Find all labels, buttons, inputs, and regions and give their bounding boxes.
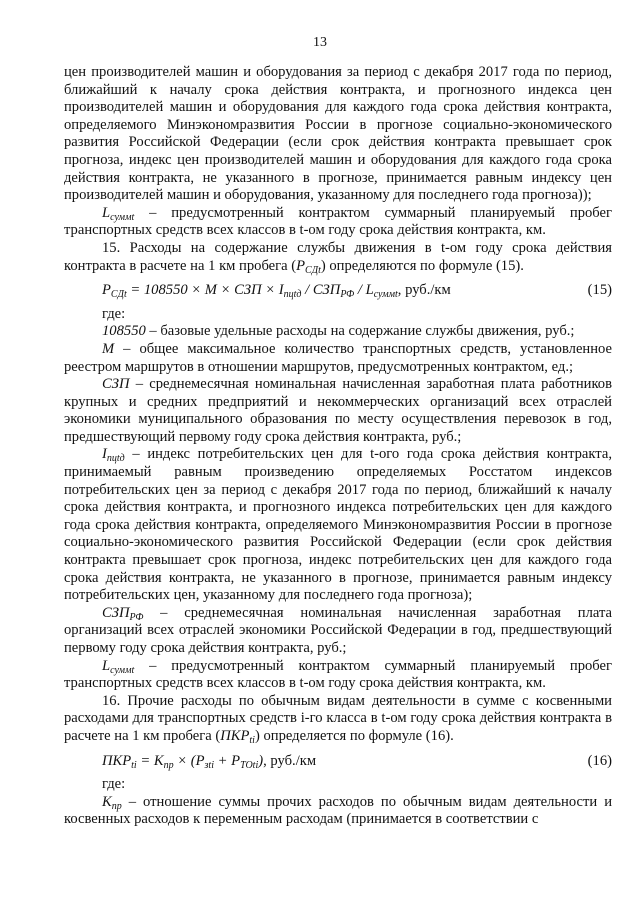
formula-16-lhs-sub: ti bbox=[131, 759, 137, 771]
symbol-108550: 108550 bbox=[102, 323, 146, 340]
symbol-l: L bbox=[102, 204, 111, 221]
definition-m bbox=[64, 341, 612, 376]
symbol-pkr: ПКР bbox=[220, 727, 250, 744]
definition-text: – индекс потребительских цен для t-ого года срока действия контракта, принимаемый равным произведению определяемых Росстатом индексов потребительских цен за период с декабря 2017 года по период, ближайший к началу срока действия контракта, и прогнозного индекса потребительских цен для каждого года срока действия контракта, определяемого Минэкономразвития России в прогнозе социально-экономического развития Российской Федерации (если срок действия контракта превышает срок прогноза, индекс потребительских цен для каждого года срока действия контракта, не указанного в прогнозе, принимается равным индексу потребительских цен, указанному для последнего года прогноза); bbox=[64, 446, 612, 604]
symbol-k: K bbox=[102, 793, 112, 810]
symbol-i-subscript: пцtд bbox=[106, 453, 125, 465]
formula-15-number: (15) bbox=[587, 282, 612, 299]
document-body bbox=[64, 64, 612, 829]
definition-text: – отношение суммы прочих расходов по обычным видам деятельности и косвенных расходов к переменным расходам (принимается в соответствии с bbox=[64, 793, 612, 828]
formula-16-sub: пр bbox=[163, 759, 174, 771]
where-label-16: где: bbox=[102, 776, 126, 793]
formula-15-unit: , руб./км bbox=[397, 282, 451, 299]
formula-15-part: / L bbox=[354, 282, 374, 299]
definition-108550 bbox=[64, 323, 612, 341]
formula-15 bbox=[64, 282, 612, 300]
formula-15-part: = 108550 × M × СЗП × I bbox=[126, 282, 284, 299]
definition-l-summ-2 bbox=[64, 658, 612, 693]
formula-15-sub: суммt bbox=[373, 289, 398, 301]
formula-16-part: × (P bbox=[173, 752, 205, 769]
symbol-l-subscript: суммt bbox=[110, 211, 135, 223]
symbol-k-subscript: пр bbox=[111, 800, 122, 812]
page-number: 13 bbox=[313, 35, 327, 50]
where-label-15: где: bbox=[102, 305, 126, 322]
item-16-paragraph bbox=[64, 693, 612, 746]
symbol-l: L bbox=[102, 657, 111, 674]
paragraph-continuation: цен производителей машин и оборудования за период с декабря 2017 года по период, ближайший к началу срока действия контракта, и прогнозного индекса цен производителей машин и оборудования для каждого года срока действия контракта, определяемого Минэкономразвития России в прогнозе социально-экономического развития Российской Федерации (если срок действия контракта превышает срок прогноза, индекс цен производителей машин и оборудования для каждого года срока действия контракта, не указанного в прогнозе, принимается равным индексу цен производителей машин и оборудования, указанному для последнего года прогноза)); bbox=[64, 64, 612, 204]
formula-15-sub: пцtд bbox=[283, 289, 302, 301]
symbol-l-subscript: суммt bbox=[110, 664, 135, 676]
formula-16-part: ) bbox=[258, 752, 264, 769]
formula-15-sub: РФ bbox=[340, 289, 355, 301]
symbol-pkr-subscript: ti bbox=[249, 734, 255, 746]
symbol-p-sd-subscript: СДt bbox=[305, 264, 321, 276]
formula-16-lhs: ПКР bbox=[102, 752, 132, 769]
definition-text: – предусмотренный контрактом суммарный планируемый пробег транспортных средств всех классов в t-ом году срока действия контракта, км. bbox=[64, 204, 612, 239]
formula-15-lhs-sub: СДt bbox=[110, 289, 127, 301]
definition-text: – общее максимальное количество транспортных средств, установленное реестром маршрутов в отношении маршрутов, предусмотренных контрактом, ед.; bbox=[64, 340, 612, 375]
formula-16 bbox=[64, 753, 612, 771]
definition-szp bbox=[64, 376, 612, 446]
symbol-szp-rf: СЗП bbox=[102, 604, 130, 621]
item-15-text: 15. Расходы на содержание службы движения в t-ом году срока действия контракта в расчете на 1 км пробега ( bbox=[64, 239, 612, 274]
item-16-text-end: ) определяется по формуле (16). bbox=[254, 727, 454, 744]
definition-i-pc bbox=[64, 446, 612, 604]
item-15-paragraph bbox=[64, 240, 612, 275]
symbol-m: M bbox=[102, 340, 115, 357]
symbol-i: I bbox=[102, 446, 107, 463]
formula-15-lhs: P bbox=[102, 282, 111, 299]
formula-16-sub: зti bbox=[204, 759, 214, 771]
formula-16-unit: , руб./км bbox=[263, 752, 317, 769]
definition-k-pr bbox=[64, 794, 612, 829]
definition-text: – среднемесячная номинальная начисленная заработная плата работников крупных и средних предприятий и некоммерческих организаций всех отраслей экономики муниципального образования по месту осуществления перевозок в год, предшествующий первому году срока действия контракта, руб.; bbox=[64, 376, 612, 445]
formula-15-part: / СЗП bbox=[301, 282, 341, 299]
definition-text: – предусмотренный контрактом суммарный планируемый пробег транспортных средств всех классов в t-ом году срока действия контракта, км. bbox=[64, 657, 612, 692]
symbol-szp: СЗП bbox=[102, 376, 130, 393]
definition-text: – среднемесячная номинальная начисленная заработная плата организаций всех отраслей экономики Российской Федерации в год, предшествующий первому году срока действия контракта, руб.; bbox=[64, 604, 612, 656]
definition-szp-rf bbox=[64, 605, 612, 658]
formula-16-part: = K bbox=[136, 752, 164, 769]
formula-16-number: (16) bbox=[587, 752, 612, 769]
formula-16-sub: TOti bbox=[240, 759, 259, 771]
definition-l-summ-1 bbox=[64, 205, 612, 240]
item-16-text: 16. Прочие расходы по обычным видам деятельности в сумме с косвенными расходами для транспортных средств i-го класса в t-ом году срока действия контракта в расчете на 1 км пробега ( bbox=[64, 692, 612, 744]
symbol-szp-rf-subscript: РФ bbox=[129, 611, 144, 623]
item-15-text-end: ) определяются по формуле (15). bbox=[320, 257, 524, 274]
formula-16-part: + P bbox=[214, 752, 241, 769]
symbol-p-sd: P bbox=[296, 257, 306, 274]
definition-text: – базовые удельные расходы на содержание службы движения, руб.; bbox=[145, 323, 575, 340]
